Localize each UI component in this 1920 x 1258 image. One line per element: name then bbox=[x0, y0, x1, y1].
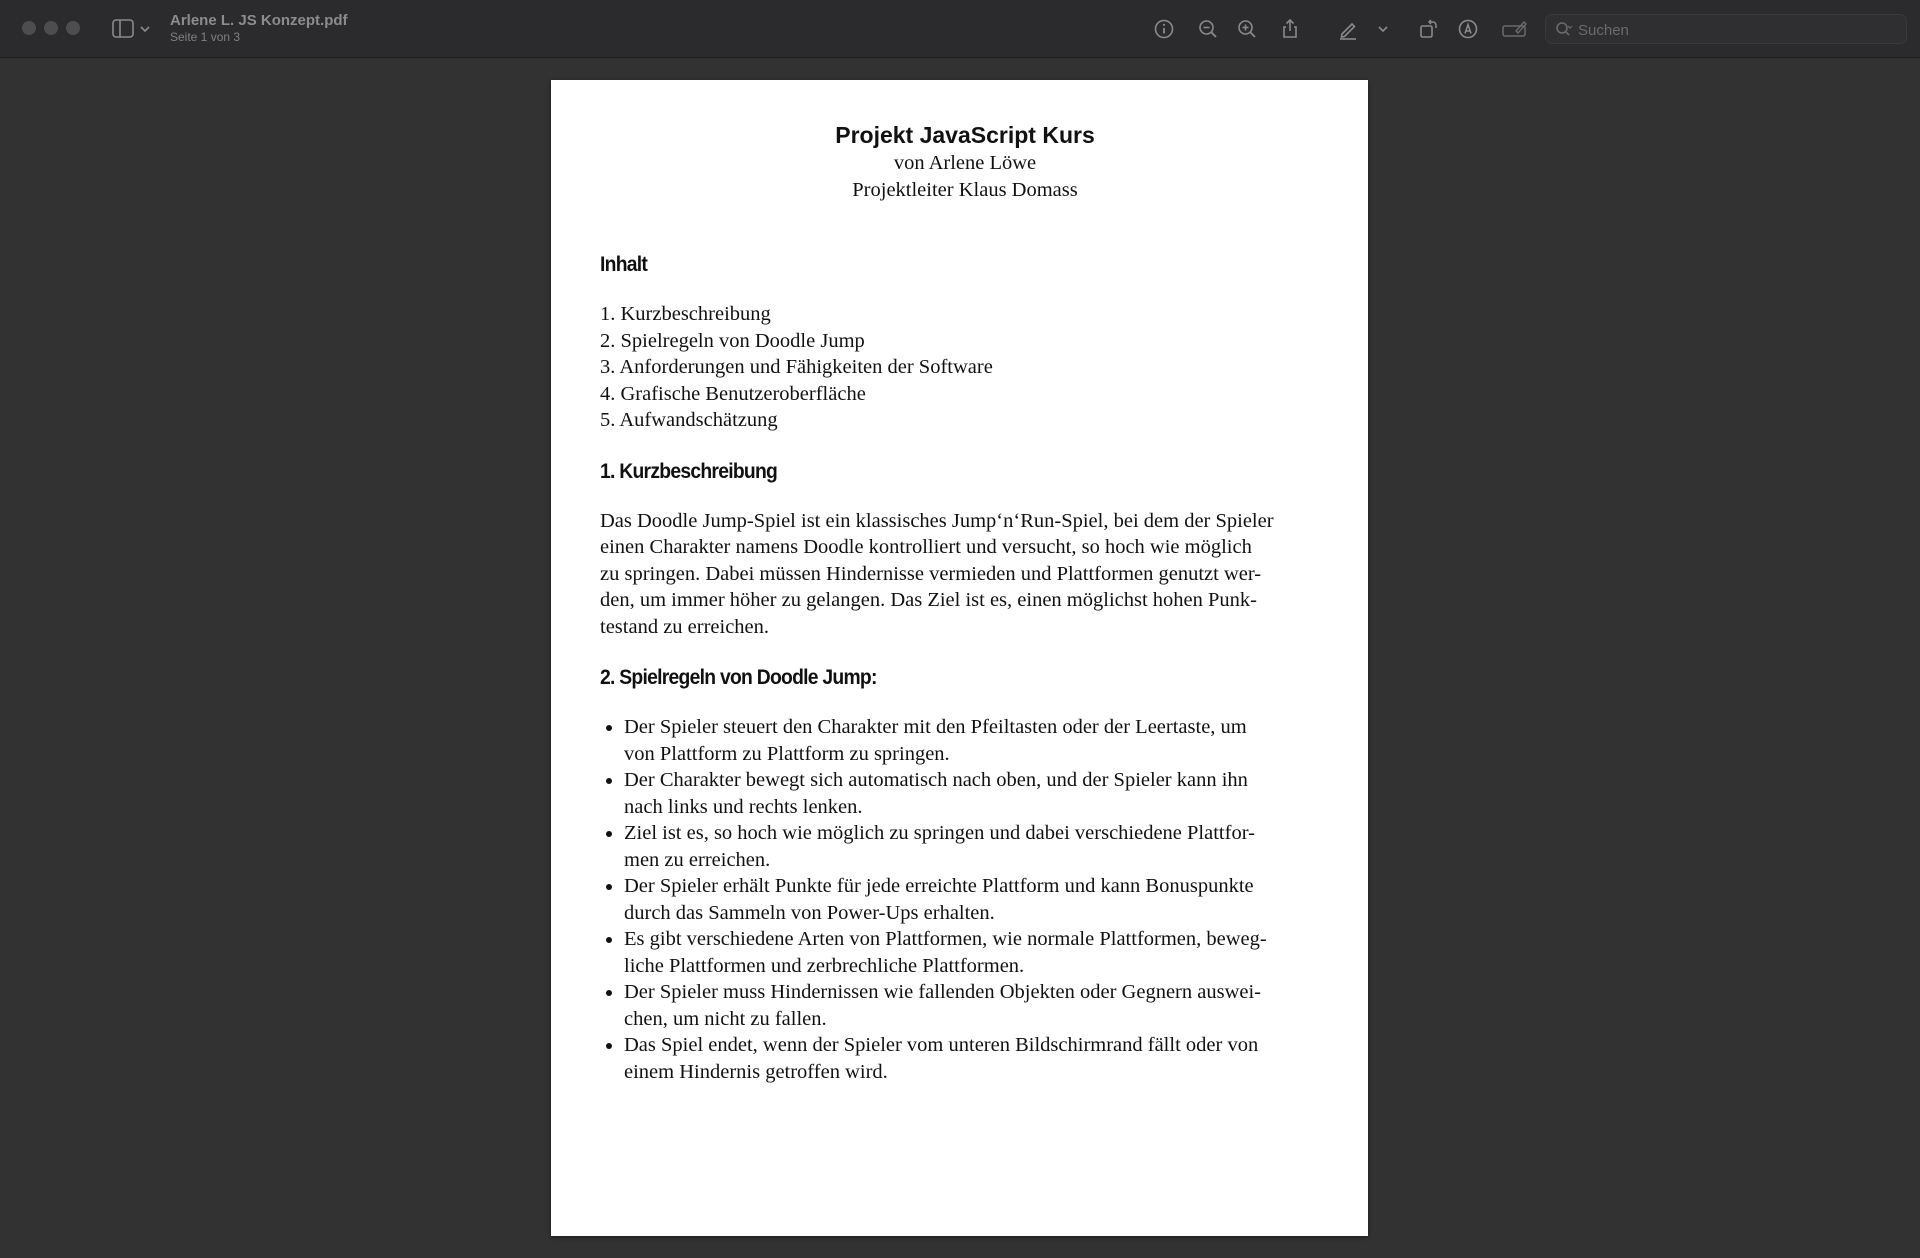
rules-list bbox=[600, 714, 1330, 1085]
toc-item: 4. Grafische Benutzeroberfläche bbox=[600, 382, 866, 405]
toc-heading: Inhalt bbox=[600, 253, 648, 276]
document-title: Projekt JavaScript Kurs bbox=[835, 122, 1095, 148]
list-item bbox=[624, 979, 1330, 1032]
rule-line: nach links und rechts lenken. bbox=[624, 795, 863, 818]
title-block bbox=[170, 12, 348, 45]
sidebar-toggle-button[interactable] bbox=[112, 18, 156, 40]
rule-line: Ziel ist es, so hoch wie möglich zu springen und dabei verschiedene Plattfor- bbox=[624, 822, 1255, 844]
toc-item: 2. Spielregeln von Doodle Jump bbox=[600, 329, 865, 352]
highlight-button[interactable] bbox=[1335, 16, 1361, 42]
list-item bbox=[624, 926, 1330, 979]
toc-item: 1. Kurzbeschreibung bbox=[600, 303, 771, 325]
highlight-pen-icon bbox=[1335, 16, 1361, 42]
document-content bbox=[600, 120, 1330, 1085]
markup-icon bbox=[1455, 16, 1481, 42]
rule-line: Der Spieler erhält Punkte für jede erreichte Plattform und kann Bonuspunkte bbox=[624, 875, 1254, 897]
rule-line: liche Plattformen und zerbrechliche Plattformen. bbox=[624, 954, 1025, 977]
document-lead: Projektleiter Klaus Domass bbox=[852, 178, 1078, 201]
rule-line: Der Charakter bewegt sich automatisch nach oben, und der Spieler kann ihn bbox=[624, 769, 1248, 791]
zoom-in-icon bbox=[1234, 16, 1260, 42]
minimize-window-button[interactable] bbox=[44, 21, 58, 35]
table-of-contents bbox=[600, 301, 1330, 434]
highlight-options-button[interactable] bbox=[1374, 16, 1392, 42]
zoom-out-icon bbox=[1195, 16, 1221, 42]
rule-line: von Plattform zu Plattform zu springen. bbox=[624, 742, 950, 765]
paragraph-line: testand zu erreichen. bbox=[600, 615, 770, 638]
list-item bbox=[624, 767, 1330, 820]
window-title: Arlene L. JS Konzept.pdf bbox=[170, 12, 348, 29]
rule-line: chen, um nicht zu fallen. bbox=[624, 1007, 827, 1030]
rule-line: Der Spieler steuert den Charakter mit den Pfeiltasten oder der Leertaste, um bbox=[624, 716, 1247, 738]
rule-line: einem Hindernis getroffen wird. bbox=[624, 1060, 888, 1083]
share-icon bbox=[1277, 16, 1303, 42]
rule-line: Das Spiel endet, wenn der Spieler vom unteren Bildschirmrand fällt oder von bbox=[624, 1034, 1259, 1056]
zoom-out-button[interactable] bbox=[1195, 16, 1221, 42]
paragraph-line: einen Charakter namens Doodle kontrolliert und versucht, so hoch wie möglich bbox=[600, 536, 1252, 558]
form-fill-button[interactable] bbox=[1500, 16, 1530, 42]
signature-icon bbox=[1500, 16, 1530, 42]
rotate-button[interactable] bbox=[1415, 16, 1441, 42]
list-item bbox=[624, 820, 1330, 873]
document-author: von Arlene Löwe bbox=[893, 152, 1037, 174]
zoom-in-button[interactable] bbox=[1234, 16, 1260, 42]
search-input[interactable] bbox=[1576, 18, 1900, 42]
chevron-down-icon bbox=[1374, 16, 1392, 42]
page-indicator: Seite 1 von 3 bbox=[170, 30, 241, 44]
markup-button[interactable] bbox=[1455, 16, 1481, 42]
list-item bbox=[624, 873, 1330, 926]
rule-line: durch das Sammeln von Power-Ups erhalten. bbox=[624, 901, 995, 924]
pdf-page bbox=[551, 80, 1368, 1236]
rule-line: Es gibt verschiedene Arten von Plattformen, wie normale Plattformen, beweg- bbox=[624, 928, 1267, 950]
zoom-window-button[interactable] bbox=[66, 21, 80, 35]
section1-paragraph bbox=[600, 508, 1330, 641]
list-item bbox=[624, 1032, 1330, 1085]
list-item bbox=[624, 714, 1330, 767]
toc-item: 3. Anforderungen und Fähigkeiten der Software bbox=[600, 356, 993, 378]
search-field[interactable] bbox=[1545, 14, 1907, 44]
section1-heading: 1. Kurzbeschreibung bbox=[600, 459, 778, 483]
share-button[interactable] bbox=[1277, 16, 1303, 42]
paragraph-line: Das Doodle Jump-Spiel ist ein klassisches Jump‘n‘Run-Spiel, bei dem der Spieler bbox=[600, 509, 1274, 532]
rule-line: Der Spieler muss Hindernissen wie fallenden Objekten oder Gegnern auswei- bbox=[624, 981, 1262, 1003]
toc-item: 5. Aufwandschätzung bbox=[600, 409, 778, 431]
rotate-icon bbox=[1415, 16, 1441, 42]
rule-line: men zu erreichen. bbox=[624, 848, 771, 871]
search-icon bbox=[1554, 20, 1574, 40]
info-button[interactable] bbox=[1151, 16, 1177, 42]
paragraph-line: zu springen. Dabei müssen Hindernisse vermieden und Plattformen genutzt wer- bbox=[600, 562, 1262, 585]
close-window-button[interactable] bbox=[22, 21, 36, 35]
toolbar bbox=[0, 0, 1920, 58]
info-icon bbox=[1151, 16, 1177, 42]
paragraph-line: den, um immer höher zu gelangen. Das Ziel ist es, einen möglichst hohen Punk- bbox=[600, 589, 1257, 611]
sidebar-icon bbox=[112, 18, 156, 40]
section2-heading: 2. Spielregeln von Doodle Jump: bbox=[600, 666, 877, 689]
